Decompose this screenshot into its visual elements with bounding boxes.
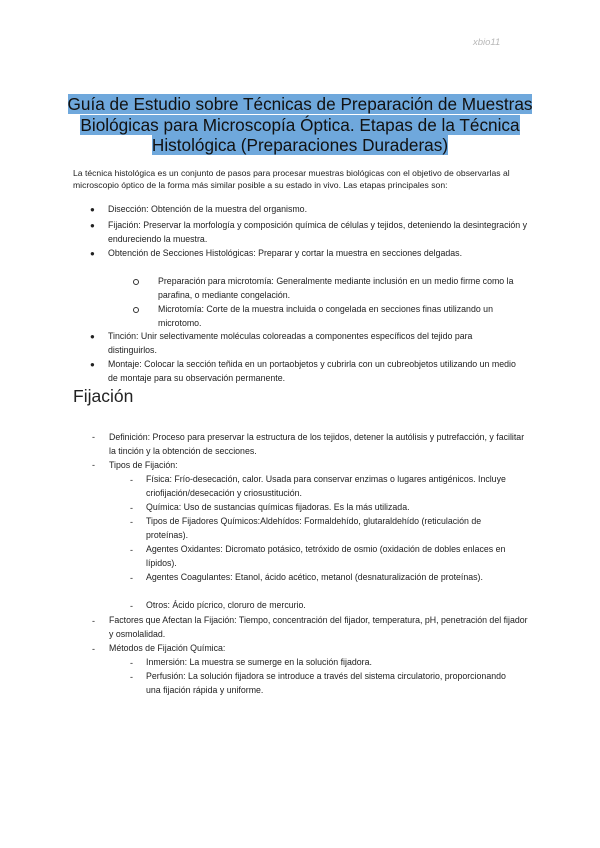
dash-bullet-icon: - (92, 644, 95, 654)
list-item: Física: Frío-desecación, calor. Usada para conservar enzimas o lugares antigénicos. Incluye criofijación/desecación y criosustitución. (146, 474, 506, 498)
dash-bullet-icon: - (130, 601, 133, 611)
watermark: xbio11 (473, 37, 501, 48)
dash-bullet-icon: - (130, 475, 133, 485)
intro-paragraph: La técnica histológica es un conjunto de pasos para procesar muestras biológicas con el objetivo de observarlas al microscopio óptico de la forma más similar posible a su estado in vivo. Las etapas principales son: (73, 168, 510, 190)
circle-bullet-icon (133, 307, 139, 313)
dash-bullet-icon: - (130, 658, 133, 668)
dash-bullet-icon: - (130, 517, 133, 527)
dash-bullet-icon: - (130, 573, 133, 583)
list-item: Disección: Obtención de la muestra del organismo. (108, 204, 308, 214)
bullet-icon: ● (90, 360, 95, 369)
title-text: Guía de Estudio sobre Técnicas de Preparación de Muestras Biológicas para Microscopía Óptica. Etapas de la Técnica Histológica (Preparaciones Duraderas) (67, 94, 533, 155)
list-item: Tipos de Fijación: (109, 460, 178, 470)
list-item: Microtomía: Corte de la muestra incluida o congelada en secciones finas utilizando un microtomo. (158, 304, 493, 328)
list-item: Inmersión: La muestra se sumerge en la solución fijadora. (146, 657, 372, 667)
list-item: Montaje: Colocar la sección teñida en un portaobjetos y cubrirla con un cubreobjetos utilizando un medio de montaje para su observación permanente. (108, 359, 516, 383)
list-item: Agentes Oxidantes: Dicromato potásico, tetróxido de osmio (oxidación de dobles enlaces en lípidos). (146, 544, 506, 568)
list-item: Definición: Proceso para preservar la estructura de los tejidos, detener la autólisis y putrefacción, y facilitar la tinción y la obtención de secciones. (109, 432, 525, 456)
list-item: Perfusión: La solución fijadora se introduce a través del sistema circulatorio, proporcionando una fijación rápida y uniforme. (146, 671, 506, 695)
list-item: Agentes Coagulantes: Etanol, ácido acético, metanol (desnaturalización de proteínas). (146, 572, 483, 582)
list-item: Fijación: Preservar la morfología y composición química de células y tejidos, deteniendo la desintegración y endureciendo la muestra. (108, 220, 528, 244)
section-heading: Fijación (73, 386, 134, 406)
circle-bullet-icon (133, 279, 139, 285)
list-item: Métodos de Fijación Química: (109, 643, 226, 653)
list-item: Tinción: Unir selectivamente moléculas coloreadas a componentes específicos del tejido para distinguirlos. (108, 331, 473, 355)
dash-bullet-icon: - (130, 545, 133, 555)
bullet-icon: ● (90, 332, 95, 341)
list-item: Tipos de Fijadores Químicos:Aldehídos: Formaldehído, glutaraldehído (reticulación de proteínas). (146, 516, 482, 540)
dash-bullet-icon: - (92, 432, 95, 442)
list-item: Obtención de Secciones Histológicas: Preparar y cortar la muestra en secciones delgadas. (108, 248, 463, 258)
list-item: Otros: Ácido pícrico, cloruro de mercurio. (146, 600, 306, 610)
dash-bullet-icon: - (130, 672, 133, 682)
dash-bullet-icon: - (92, 460, 95, 470)
bullet-icon: ● (90, 249, 95, 258)
dash-bullet-icon: - (130, 503, 133, 513)
list-item: Química: Uso de sustancias químicas fijadoras. Es la más utilizada. (146, 502, 410, 512)
page-title (60, 94, 540, 156)
bullet-icon: ● (90, 221, 95, 230)
bullet-icon: ● (90, 205, 95, 214)
list-item: Preparación para microtomía: Generalmente mediante inclusión en un medio firme como la parafina, o mediante congelación. (158, 276, 514, 300)
list-item: Factores que Afectan la Fijación: Tiempo, concentración del fijador, temperatura, pH, penetración del fijador y osmolalidad. (109, 615, 528, 639)
dash-bullet-icon: - (92, 616, 95, 626)
